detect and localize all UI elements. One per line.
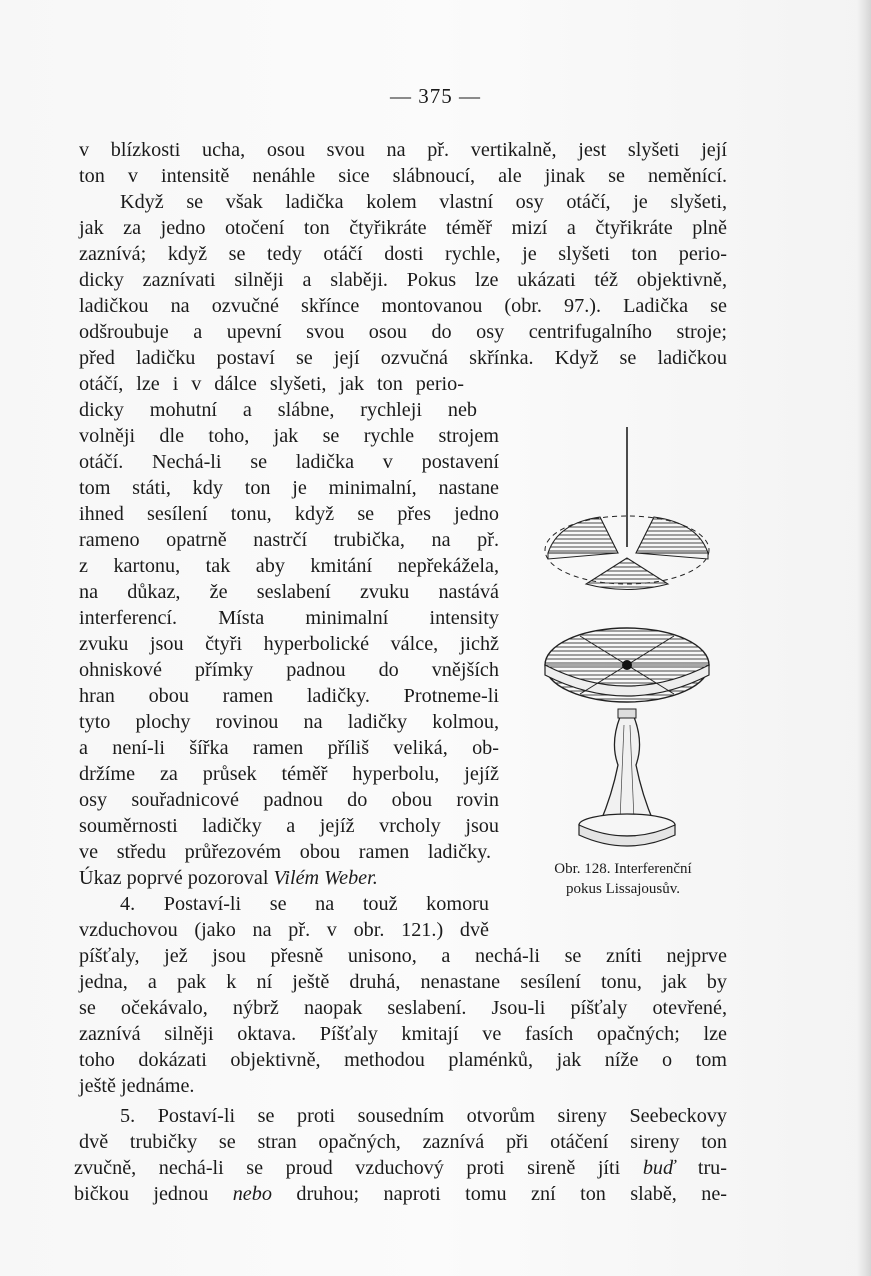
text-line: zvuku jsou čtyři hyperbolické válce, jichž — [79, 633, 499, 655]
text-line: zaznívá silněji oktava. Píšťaly kmitají ve fasích opačných; lze — [79, 1023, 727, 1045]
text-line: ještě jednáme. — [79, 1075, 195, 1097]
text-line: Když se však ladička kolem vlastní osy otáčí, je slyšeti, — [120, 191, 727, 213]
text-line: tyto plochy rovinou na ladičky kolmou, — [79, 711, 499, 733]
text-line — [74, 1155, 727, 1181]
text-span: tru- — [697, 1157, 727, 1179]
text-line — [74, 1181, 727, 1207]
text-line: otáčí, lze i v dálce slyšeti, jak ton perio- — [79, 373, 464, 395]
stand-stem — [600, 717, 654, 823]
text-line — [79, 865, 378, 891]
text-span: Úkaz poprvé pozoroval — [79, 867, 269, 889]
text-span: bičkou jednou — [74, 1183, 209, 1205]
text-line: z kartonu, tak aby kmitání nepřekážela, — [79, 555, 499, 577]
sector-left — [548, 517, 618, 553]
text-line: píšťaly, jež jsou přesně unisono, a nechá-li se zníti nejprve — [79, 945, 727, 967]
text-line: toho dokázati objektivně, methodou plaménků, jak níže o tom — [79, 1049, 727, 1071]
text-line: dicky zaznívati silněji a slaběji. Pokus lze ukázati též objektivně, — [79, 269, 727, 291]
figure-caption-line2: pokus Lissajousův. — [565, 881, 681, 897]
text-line: v blízkosti ucha, osou svou na př. vertikalně, jest slyšeti její — [79, 139, 727, 161]
text-line: volněji dle toho, jak se rychle strojem — [79, 425, 499, 447]
sector-right — [636, 517, 708, 553]
text-line: 5. Postaví-li se proti sousedním otvorům sireny Seebeckovy — [120, 1105, 727, 1127]
text-line: jedna, a pak k ní ještě druhá, nenastane sesílení tonu, jak by — [79, 971, 727, 993]
stand-collar — [618, 709, 636, 718]
author-name: Vilém Weber. — [273, 867, 378, 889]
sector-right-edge — [636, 553, 708, 559]
text-line: ton v intensitě nenáhle sice slábnoucí, ale jinak se neměnící. — [79, 165, 727, 187]
text-line: hran obou ramen ladičky. Protneme-li — [79, 685, 499, 707]
text-line: se očekávalo, nýbrž naopak seslabení. Jsou-li píšťaly otevřené, — [79, 997, 727, 1019]
text-line: ohniskové přímky padnou do vnějších — [79, 659, 499, 681]
text-line: ve středu průřezovém obou ramen ladičky. — [79, 841, 491, 863]
sector-bottom — [586, 558, 668, 590]
text-line: dvě trubičky se stran opačných, zaznívá při otáčení sireny ton — [79, 1131, 727, 1153]
sector-left-edge — [548, 553, 618, 559]
text-line: před ladičku postaví se její ozvučná skřínka. Když se ladičkou — [79, 347, 727, 369]
text-line: vzduchovou (jako na př. v obr. 121.) dvě — [79, 919, 489, 941]
text-line: rameno opatrně nastrčí trubička, na př. — [79, 529, 499, 551]
text-line: souměrnosti ladičky a jejíž vrcholy jsou — [79, 815, 499, 837]
text-line: tom státi, kdy ton je minimalní, nastane — [79, 477, 499, 499]
text-line: otáčí. Nechá-li se ladička v postavení — [79, 451, 499, 473]
text-span: zvučně, nechá-li se proud vzduchový proti sireně jíti — [74, 1157, 621, 1179]
text-span: druhou; naproti tomu zní ton slabě, ne- — [296, 1183, 728, 1205]
page-number: — 375 — — [390, 84, 481, 108]
text-line: na důkaz, že seslabení zvuku nastává — [79, 581, 499, 603]
text-line: a není-li šířka ramen příliš veliká, ob- — [79, 737, 499, 759]
text-line: ihned sesílení tonu, když se přes jedno — [79, 503, 499, 525]
text-line: jak za jedno otočení ton čtyřikráte téměř mizí a čtyřikráte plně — [79, 217, 727, 239]
interference-figure — [540, 425, 714, 850]
emphasis: nebo — [232, 1183, 272, 1205]
text-line: zaznívá; když se tedy otáčí dosti rychle, je slyšeti ton perio- — [79, 243, 727, 265]
text-line: osy souřadnicové padnou do obou rovin — [79, 789, 499, 811]
text-line: odšroubuje a upevní svou osou do osy centrifugalního stroje; — [79, 321, 727, 343]
figure-caption-line1: Obr. 128. Interferenční — [554, 861, 692, 877]
text-line: interferencí. Místa minimalní intensity — [79, 607, 499, 629]
text-line: 4. Postaví-li se na touž komoru — [120, 893, 489, 915]
emphasis: buď — [642, 1157, 676, 1179]
text-line: ladičkou na ozvučné skřínce montovanou (obr. 97.). Ladička se — [79, 295, 727, 317]
text-line: dicky mohutní a slábne, rychleji neb — [79, 399, 477, 421]
text-line: držíme za průsek téměř hyperbolu, jejíž — [79, 763, 499, 785]
disk-center — [622, 660, 632, 670]
